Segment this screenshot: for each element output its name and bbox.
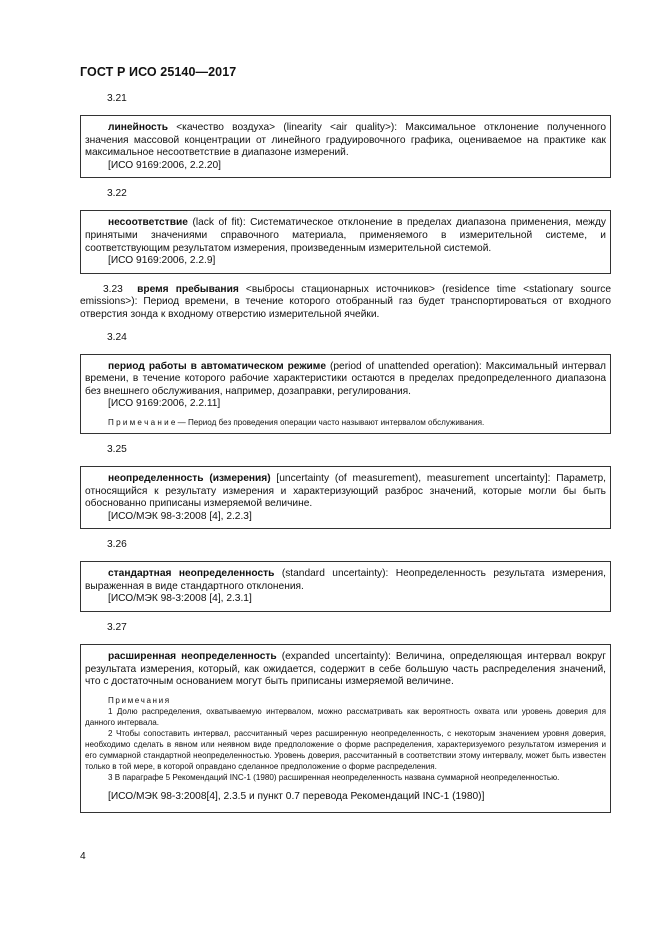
- term: расширенная неопределенность: [108, 651, 277, 663]
- note-item: 3 В параграфе 5 Рекомендаций INC-1 (1980) расширенная неопределенность названа суммарной неопределенностью.: [108, 772, 560, 782]
- definition-text: [85, 568, 606, 593]
- entry-number: 3.21: [107, 93, 127, 104]
- definition-text: [85, 361, 606, 399]
- term: несоответствие: [108, 217, 188, 229]
- source-reference: [ИСО 9169:2006, 2.2.11]: [108, 398, 221, 410]
- source-reference: [ИСО/МЭК 98-3:2008[4], 2.3.5 и пункт 0.7 перевода Рекомендаций INC-1 (1980)]: [108, 790, 485, 802]
- definition: (lack of fit): Систематическое отклонение в пределах диапазона применения, между принятыми значениями справочного материала, применяемого в измерительной системе, и соответствующим результатом измерения, произведенным измерительной системой.: [85, 217, 606, 254]
- definition-box: [80, 466, 611, 529]
- definition-box: [80, 561, 611, 612]
- definition-text-unboxed: [80, 284, 611, 322]
- page-number: 4: [80, 851, 86, 862]
- document-header: ГОСТ Р ИСО 25140—2017: [80, 65, 237, 79]
- entry-number: 3.26: [107, 539, 127, 551]
- definition: (period of unattended operation): Максимальный интервал времени, в течение которого рабочие характеристики остаются в пределах предопределенного диапазона без внешнего обслуживания, например, дозаправки, регулирования.: [85, 360, 606, 397]
- entry-number: 3.23: [103, 283, 123, 295]
- note-text: — Период без проведения операции часто называют интервалом обслуживания.: [175, 417, 485, 427]
- entry-number: 3.22: [107, 188, 127, 200]
- term: период работы в автоматическом режиме: [108, 360, 327, 372]
- source-reference: [ИСО/МЭК 98-3:2008 [4], 2.2.3]: [108, 510, 252, 522]
- note: [85, 417, 606, 428]
- definition-box: [80, 644, 611, 813]
- source-reference: [ИСО/МЭК 98-3:2008 [4], 2.3.1]: [108, 593, 252, 605]
- term: время пребывания: [137, 283, 239, 295]
- note-item: 1 Долю распределения, охватываемую интервалом, можно рассматривать как вероятность охвата или уровень доверия для данного интервала.: [85, 706, 606, 727]
- term: линейность: [108, 122, 168, 133]
- definition-text: [85, 122, 606, 160]
- entry-number: 3.27: [107, 622, 127, 634]
- entry-number: 3.25: [107, 443, 127, 455]
- term: стандартная неопределенность: [108, 568, 275, 580]
- definition-box: [80, 210, 611, 273]
- definition: (expanded uncertainty): Величина, определяющая интервал вокруг результата измерения, который, как ожидается, содержит в себе большую часть распределения значений, что с достаточным основанием могут быть приписаны измеряемой величине.: [85, 651, 606, 688]
- document-body: [80, 93, 611, 823]
- definition-text: [85, 217, 606, 255]
- source-reference: [ИСО 9169:2006, 2.2.20]: [108, 159, 222, 171]
- definition: <качество воздуха> (linearity <air quality>): Максимальное отклонение полученного значения массовой концентрации от линейного градуировочного графика, оцениваемое на практике как максимальное несоответствие в диапазоне измерений.: [85, 122, 606, 159]
- definition: [uncertainty (of measurement), measurement uncertainty]: Параметр, относящийся к результату измерения и характеризующий разброс значений, которые могли бы быть обоснованно приписаны измеряемой величине.: [85, 472, 607, 510]
- term: неопределенность (измерения): [108, 472, 271, 484]
- definition-box: [80, 354, 611, 434]
- note-label: П р и м е ч а н и е: [108, 417, 176, 427]
- note-item: 2 Чтобы сопоставить интервал, рассчитанный через расширенную неопределенность, с некоторым значением уровня доверия, необходимо сделать в явном или неявном виде предположение о форме распределения, характеризуемого результатом измерения и его суммарной стандартной неопределенностью. Уровень доверия, рассчитанный в соответствии этому интервалу, может быть известен только в той мере, в которой оправдано сделанное предположение о форме распределения.: [85, 728, 606, 771]
- definition-text: [85, 473, 606, 511]
- entry-number: 3.24: [107, 331, 127, 343]
- definition-box: [80, 115, 611, 178]
- notes-heading: Примечания: [108, 695, 171, 705]
- definition-text: [85, 651, 606, 689]
- source-reference: [ИСО 9169:2006, 2.2.9]: [108, 255, 216, 267]
- definition: (standard uncertainty): Неопределенность результата измерения, выраженная в виде стандартного отклонения.: [85, 568, 607, 592]
- definition: <выбросы стационарных источников> (residence time <stationary source emissions>): Период времени, в течение которого отобранный газ будет транспортироваться от входного отверстия зонда к входному отверстию измерительной ячейки.: [80, 283, 611, 320]
